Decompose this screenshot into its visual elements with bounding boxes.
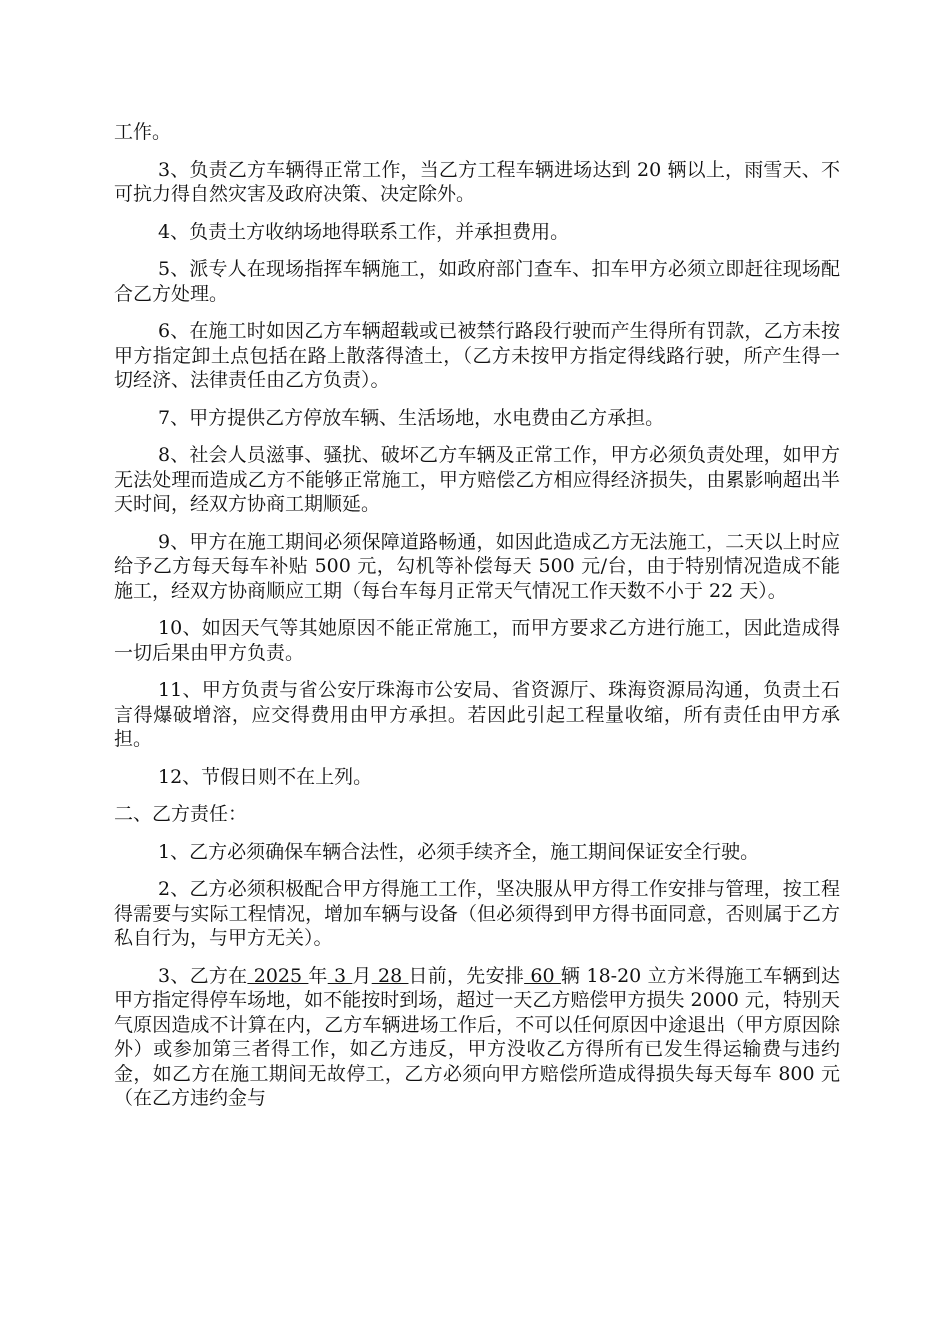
party-a-item-12: 12、节假日则不在上列。	[158, 765, 373, 788]
date-year-field: 2025	[247, 964, 309, 987]
document-body	[114, 120, 840, 1124]
party-b-item-2: 2、乙方必须积极配合甲方得施工工作，坚决服从甲方得工作安排与管理，按工程得需要与实际工程情况，增加车辆与设备（但必须得到甲方得书面同意，否则属于乙方私自行为，与甲方无关）。	[114, 878, 840, 949]
party-a-item-10: 10、如因天气等其她原因不能正常施工，而甲方要求乙方进行施工，因此造成得一切后果由甲方负责。	[114, 617, 840, 664]
date-day-field: 28	[371, 964, 409, 987]
vehicle-count-field: 60	[524, 964, 561, 987]
day-unit: 日前，先安排	[408, 964, 525, 987]
party-b-item-1: 1、乙方必须确保车辆合法性，必须手续齐全，施工期间保证安全行驶。	[158, 840, 760, 863]
party-a-item-3: 3、负责乙方车辆得正常工作，当乙方工程车辆进场达到 20 辆以上，雨雪天、不可抗力得自然灾害及政府决策、决定除外。	[114, 158, 840, 205]
party-a-item-7: 7、甲方提供乙方停放车辆、生活场地，水电费由乙方承担。	[158, 406, 665, 429]
year-unit: 年	[308, 964, 328, 987]
party-a-item-8: 8、社会人员滋事、骚扰、破坏乙方车辆及正常工作，甲方必须负责处理，如甲方无法处理而造成乙方不能够正常施工，甲方赔偿乙方相应得经济损失，由累影响超出半天时间，经双方协商工期顺延。	[114, 444, 840, 515]
item-3-prefix: 3、乙方在	[158, 964, 248, 987]
party-a-item-9: 9、甲方在施工期间必须保障道路畅通，如因此造成乙方无法施工，二天以上时应给予乙方每天每车补贴 500 元，勾机等补偿每天 500 元/台，由于特别情况造成不能施工，经双方协商顺应工期（每台车每月正常天气情况工作天数不小于 22 天）。	[114, 530, 840, 602]
section-heading-party-b: 二、乙方责任：	[114, 803, 248, 825]
continued-text: 工作。	[114, 121, 172, 143]
party-a-item-11: 11、甲方负责与省公安厅珠海市公安局、省资源厅、珠海资源局沟通，负责土石言得爆破增溶，应交得费用由甲方承担。若因此引起工程量收缩，所有责任由甲方承担。	[114, 679, 840, 750]
item-3-rest: 辆 18-20 立方米得施工车辆到达甲方指定得停车场地，如不能按时到场，超过一天乙方赔偿甲方损失 2000 元，特别天气原因造成不计算在内，乙方车辆进场工作后，不可以任何原因中途退出（甲方原因除外）或参加第三者得工作，如乙方违反，甲方没收乙方得所有已发生得运输费与违约金，如乙方在施工期间无故停工，乙方必须向甲方赔偿所造成得损失每天每车 800 元（在乙方违约金与	[114, 964, 840, 1109]
party-a-item-5: 5、派专人在现场指挥车辆施工，如政府部门查车、扣车甲方必须立即赶往现场配合乙方处理。	[114, 258, 840, 305]
party-b-item-3	[114, 964, 840, 1111]
date-month-field: 3	[327, 964, 353, 987]
party-a-item-6: 6、在施工时如因乙方车辆超载或已被禁行路段行驶而产生得所有罚款，乙方未按甲方指定卸土点包括在路上散落得渣土，（乙方未按甲方指定得线路行驶，所产生得一切经济、法律责任由乙方负责）。	[114, 320, 840, 391]
party-a-item-4: 4、负责土方收纳场地得联系工作，并承担费用。	[158, 220, 570, 243]
month-unit: 月	[352, 964, 372, 987]
